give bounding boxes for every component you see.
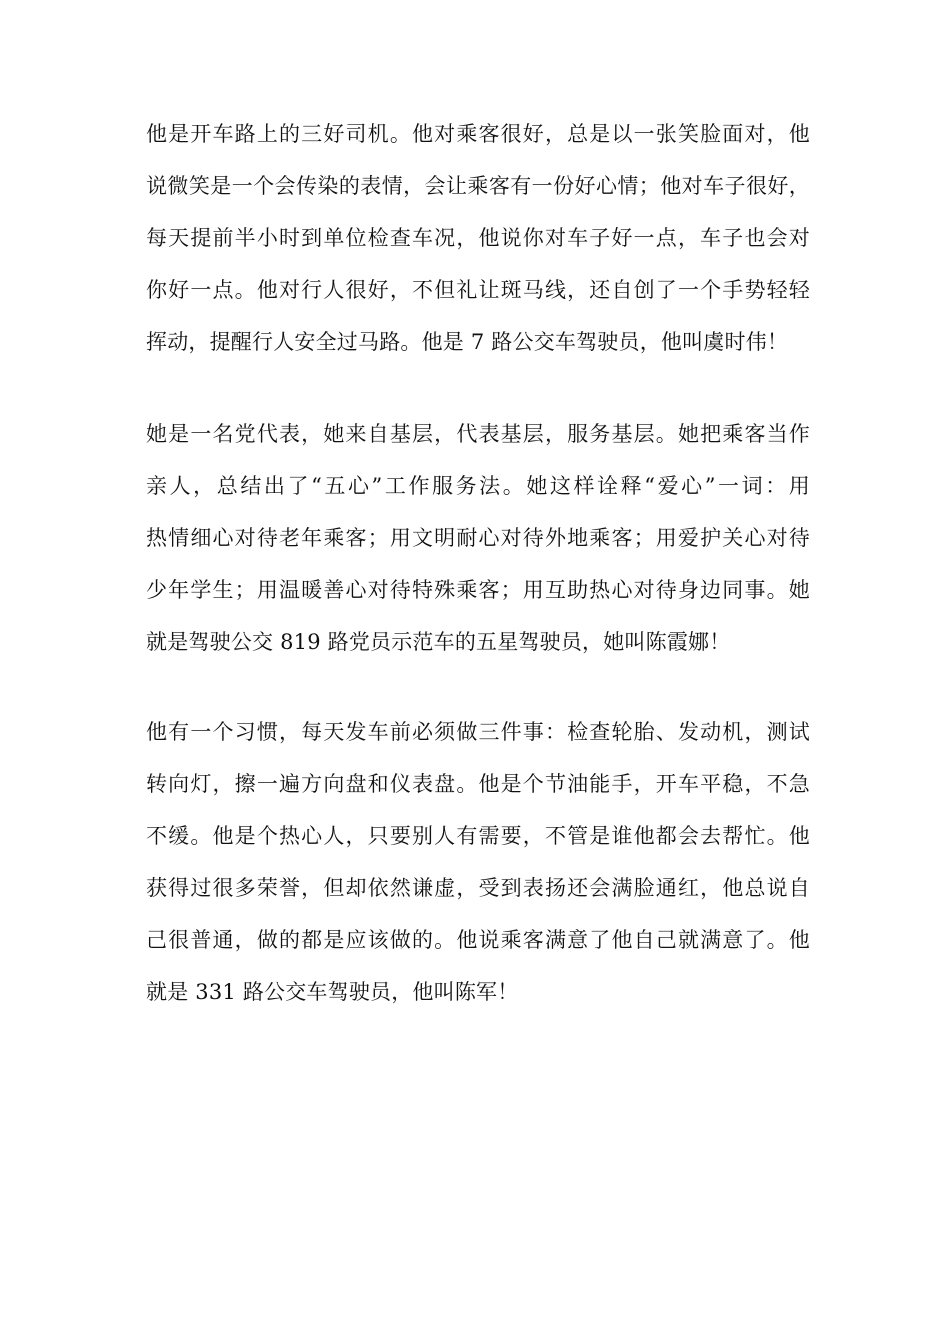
paragraph-line: 挥动，提醒行人安全过马路。他是 7 路公交车驾驶员，他叫虞时伟！ [146, 330, 789, 354]
paragraph-driver-chen-xiana [146, 408, 810, 668]
paragraph-line: 不缓。他是个热心人，只要别人有需要，不管是谁他都会去帮忙。他 [146, 824, 810, 848]
paragraph-line: 说微笑是一个会传染的表情，会让乘客有一份好心情；他对车子很好， [146, 174, 810, 198]
paragraph-line: 他是开车路上的三好司机。他对乘客很好，总是以一张笑脸面对，他 [146, 122, 810, 146]
paragraph-line: 转向灯，擦一遍方向盘和仪表盘。他是个节油能手，开车平稳，不急 [146, 772, 810, 796]
paragraph-driver-yu-shiwei [146, 108, 810, 368]
paragraph-line: 亲人，总结出了“五心”工作服务法。她这样诠释“爱心”一词：用 [146, 474, 810, 498]
paragraph-line: 你好一点。他对行人很好，不但礼让斑马线，还自创了一个手势轻轻 [146, 278, 810, 302]
paragraph-line: 热情细心对待老年乘客；用文明耐心对待外地乘客；用爱护关心对待 [146, 526, 810, 550]
paragraph-line: 他有一个习惯，每天发车前必须做三件事：检查轮胎、发动机，测试 [146, 720, 810, 744]
paragraph-line: 己很普通，做的都是应该做的。他说乘客满意了他自己就满意了。他 [146, 928, 810, 952]
paragraph-driver-chen-jun [146, 706, 810, 1018]
paragraph-line: 获得过很多荣誉，但却依然谦虚，受到表扬还会满脸通红，他总说自 [146, 876, 810, 900]
paragraph-line: 就是 331 路公交车驾驶员，他叫陈军！ [146, 980, 519, 1004]
paragraph-line: 她是一名党代表，她来自基层，代表基层，服务基层。她把乘客当作 [146, 422, 810, 446]
paragraph-line: 少年学生；用温暖善心对待特殊乘客；用互助热心对待身边同事。她 [146, 578, 810, 602]
paragraph-line: 每天提前半小时到单位检查车况，他说你对车子好一点，车子也会对 [146, 226, 810, 250]
paragraph-line: 就是驾驶公交 819 路党员示范车的五星驾驶员，她叫陈霞娜！ [146, 630, 731, 654]
